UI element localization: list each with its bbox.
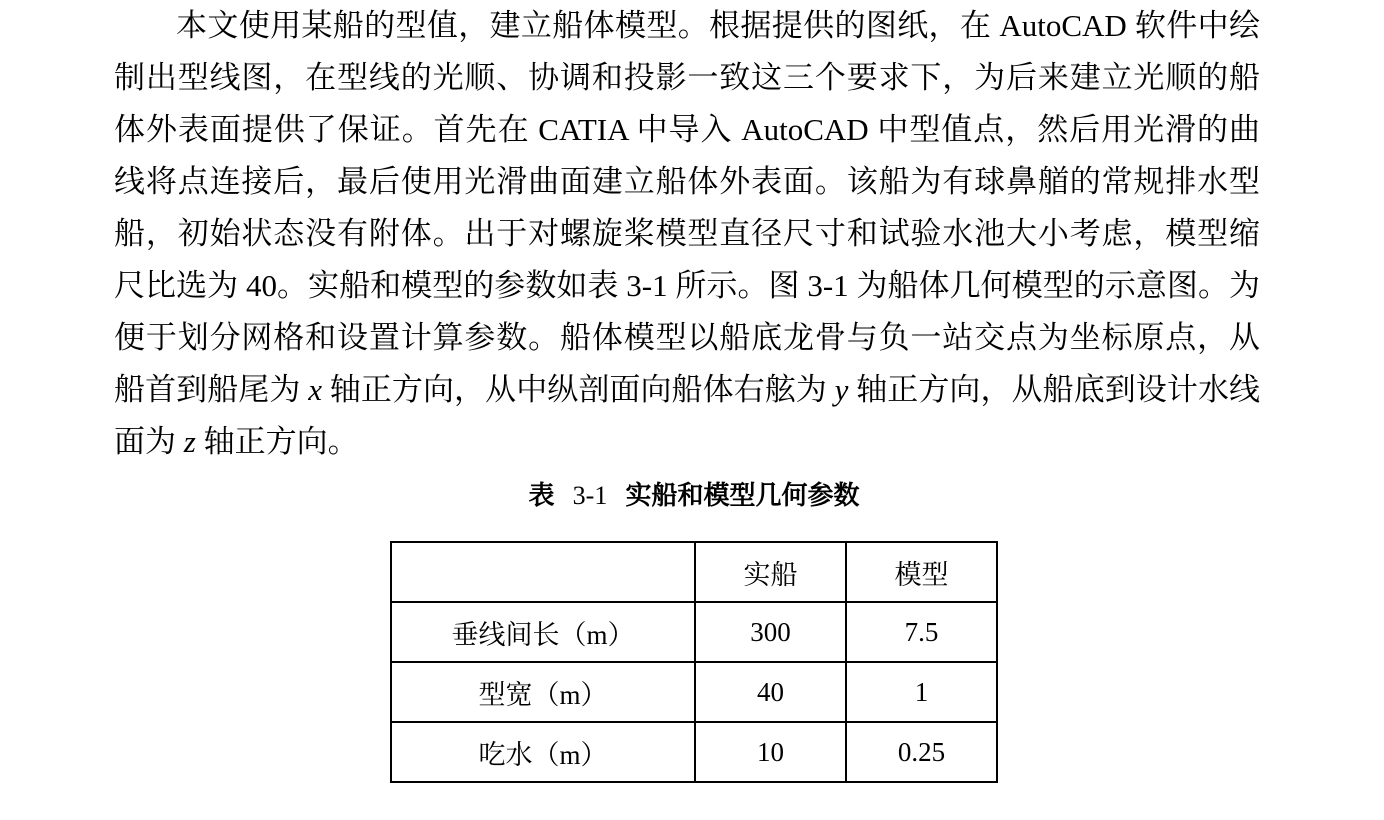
- var-y: y: [834, 372, 849, 407]
- body-paragraph: [114, 0, 1260, 468]
- real-ship-value: 10: [695, 722, 846, 782]
- model-value: 7.5: [846, 602, 997, 662]
- paragraph-text-1: 本文使用某船的型值，建立船体模型。根据提供的图纸，在 AutoCAD 软件中绘制出型线图，在型线的光顺、协调和投影一致这三个要求下，为后来建立光顺的船体外表面提供了保证。首先在 CATIA 中导入 AutoCAD 中型值点，然后用光滑的曲线将点连接后，最后使用光滑曲面建立船体外表面。该船为有球鼻艏的常规排水型船，初始状态没有附体。出于对螺旋桨模型直径尺寸和试验水池大小考虑，模型缩尺比选为 40。实船和模型的参数如表 3-1 所示。图 3-1 为船体几何模型的示意图。为便于划分网格和设置计算参数。船体模型以船底龙骨与负一站交点为坐标原点，从船首到船尾为: [114, 8, 1260, 407]
- header-cell-model: 模型: [846, 542, 997, 602]
- row-label: 吃水（m）: [391, 722, 695, 782]
- table-caption: [0, 474, 1384, 518]
- table-caption-number: 3-1: [572, 481, 608, 510]
- header-cell-empty: [391, 542, 695, 602]
- table-caption-prefix: 表: [528, 481, 555, 511]
- real-ship-value: 300: [695, 602, 846, 662]
- var-x: x: [308, 372, 322, 407]
- table-row: [391, 662, 997, 722]
- table-row: [391, 722, 997, 782]
- table-header-row: [391, 542, 997, 602]
- var-z: z: [183, 424, 196, 459]
- model-value: 1: [846, 662, 997, 722]
- model-value: 0.25: [846, 722, 997, 782]
- table-row: [391, 602, 997, 662]
- paragraph-text-2: 轴正方向，从中纵剖面向船体右舷为: [321, 372, 835, 407]
- paragraph-text-4: 轴正方向。: [195, 424, 359, 459]
- parameter-table: [390, 541, 998, 783]
- paragraph-text-3: 轴正方向，从船底到设计水线面为: [114, 372, 1261, 459]
- row-label: 垂线间长（m）: [391, 602, 695, 662]
- header-cell-real-ship: 实船: [695, 542, 846, 602]
- row-label: 型宽（m）: [391, 662, 695, 722]
- real-ship-value: 40: [695, 662, 846, 722]
- table-caption-title: 实船和模型几何参数: [625, 481, 860, 511]
